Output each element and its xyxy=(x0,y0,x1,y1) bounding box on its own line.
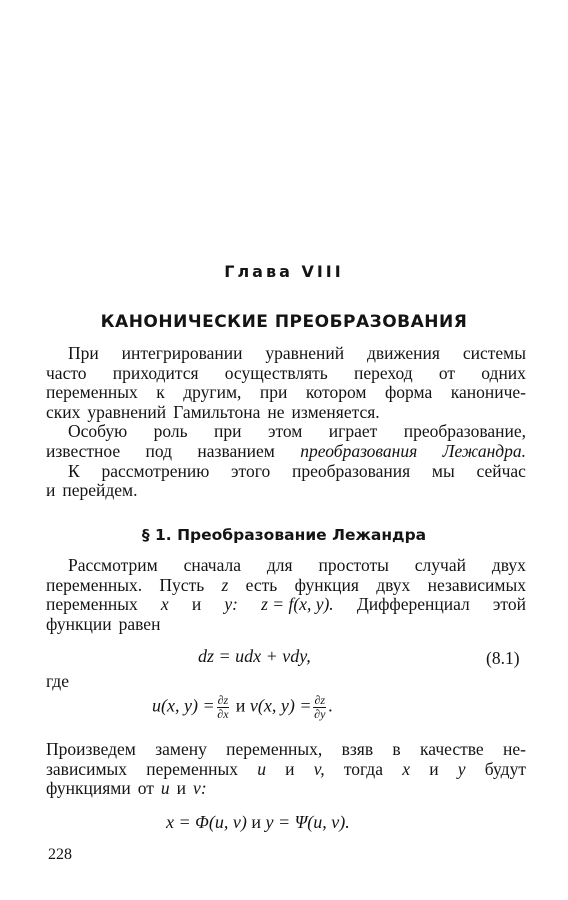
text-line: переменных к другим, при котором форма канониче- xyxy=(46,382,526,403)
text-line: При интегрировании уравнений движения системы xyxy=(68,343,526,363)
body-text xyxy=(46,556,526,634)
text-line: и перейдем. xyxy=(46,480,138,501)
intro-text xyxy=(46,344,526,501)
chapter-title: КАНОНИЧЕСКИЕ ПРЕОБРАЗОВАНИЯ xyxy=(100,312,468,332)
equation-substitution: x = Φ(u, v) и y = Ψ(u, v). xyxy=(166,812,350,832)
text-line: К рассмотрению этого преобразования мы сейчас xyxy=(68,460,526,481)
chapter-heading: Глава VIII xyxy=(224,262,344,281)
where-text: где xyxy=(46,671,69,691)
equation-8-1: dz = udx + vdy, xyxy=(198,646,311,666)
section-heading: § 1. Преобразование Лежандра xyxy=(141,526,427,544)
equation-number: (8.1) xyxy=(486,648,520,668)
text-line: известное под названием преобразования Лежандра. xyxy=(46,440,526,461)
text-line: зависимых переменных u и v, тогда x и y будут xyxy=(46,758,526,779)
text-line: функции равен xyxy=(46,613,161,634)
text-line: Особую роль при этом играет преобразование, xyxy=(68,421,526,442)
text-line: переменных. Пусть z есть функция двух независимых xyxy=(46,574,526,595)
body-text-2 xyxy=(46,740,526,799)
text-line: ских уравнений Гамильтона не изменяется. xyxy=(46,401,380,422)
text-line: Рассмотрим сначала для простоты случай двух xyxy=(68,555,526,575)
text-line: переменных x и y: z = f(x, y). Дифференциал этой xyxy=(46,594,526,615)
page-number: 228 xyxy=(48,846,72,863)
text-line: часто приходится осуществлять переход от одних xyxy=(46,362,526,383)
fraction-dz-dx: $\frac{\partial z}{\partial x}$ xyxy=(217,693,229,721)
equation-derivatives: u(x, y) = $\frac{\partial z}{\partial x}$ и v(x, y) = $\frac{\partial z}{\partial y}$ . xyxy=(152,693,333,721)
fraction-dz-dy: $\frac{\partial z}{\partial y}$ xyxy=(314,693,326,721)
text-line: Произведем замену переменных, взяв в качестве не- xyxy=(46,739,526,759)
text-line: функциями от u и v: xyxy=(46,778,207,799)
